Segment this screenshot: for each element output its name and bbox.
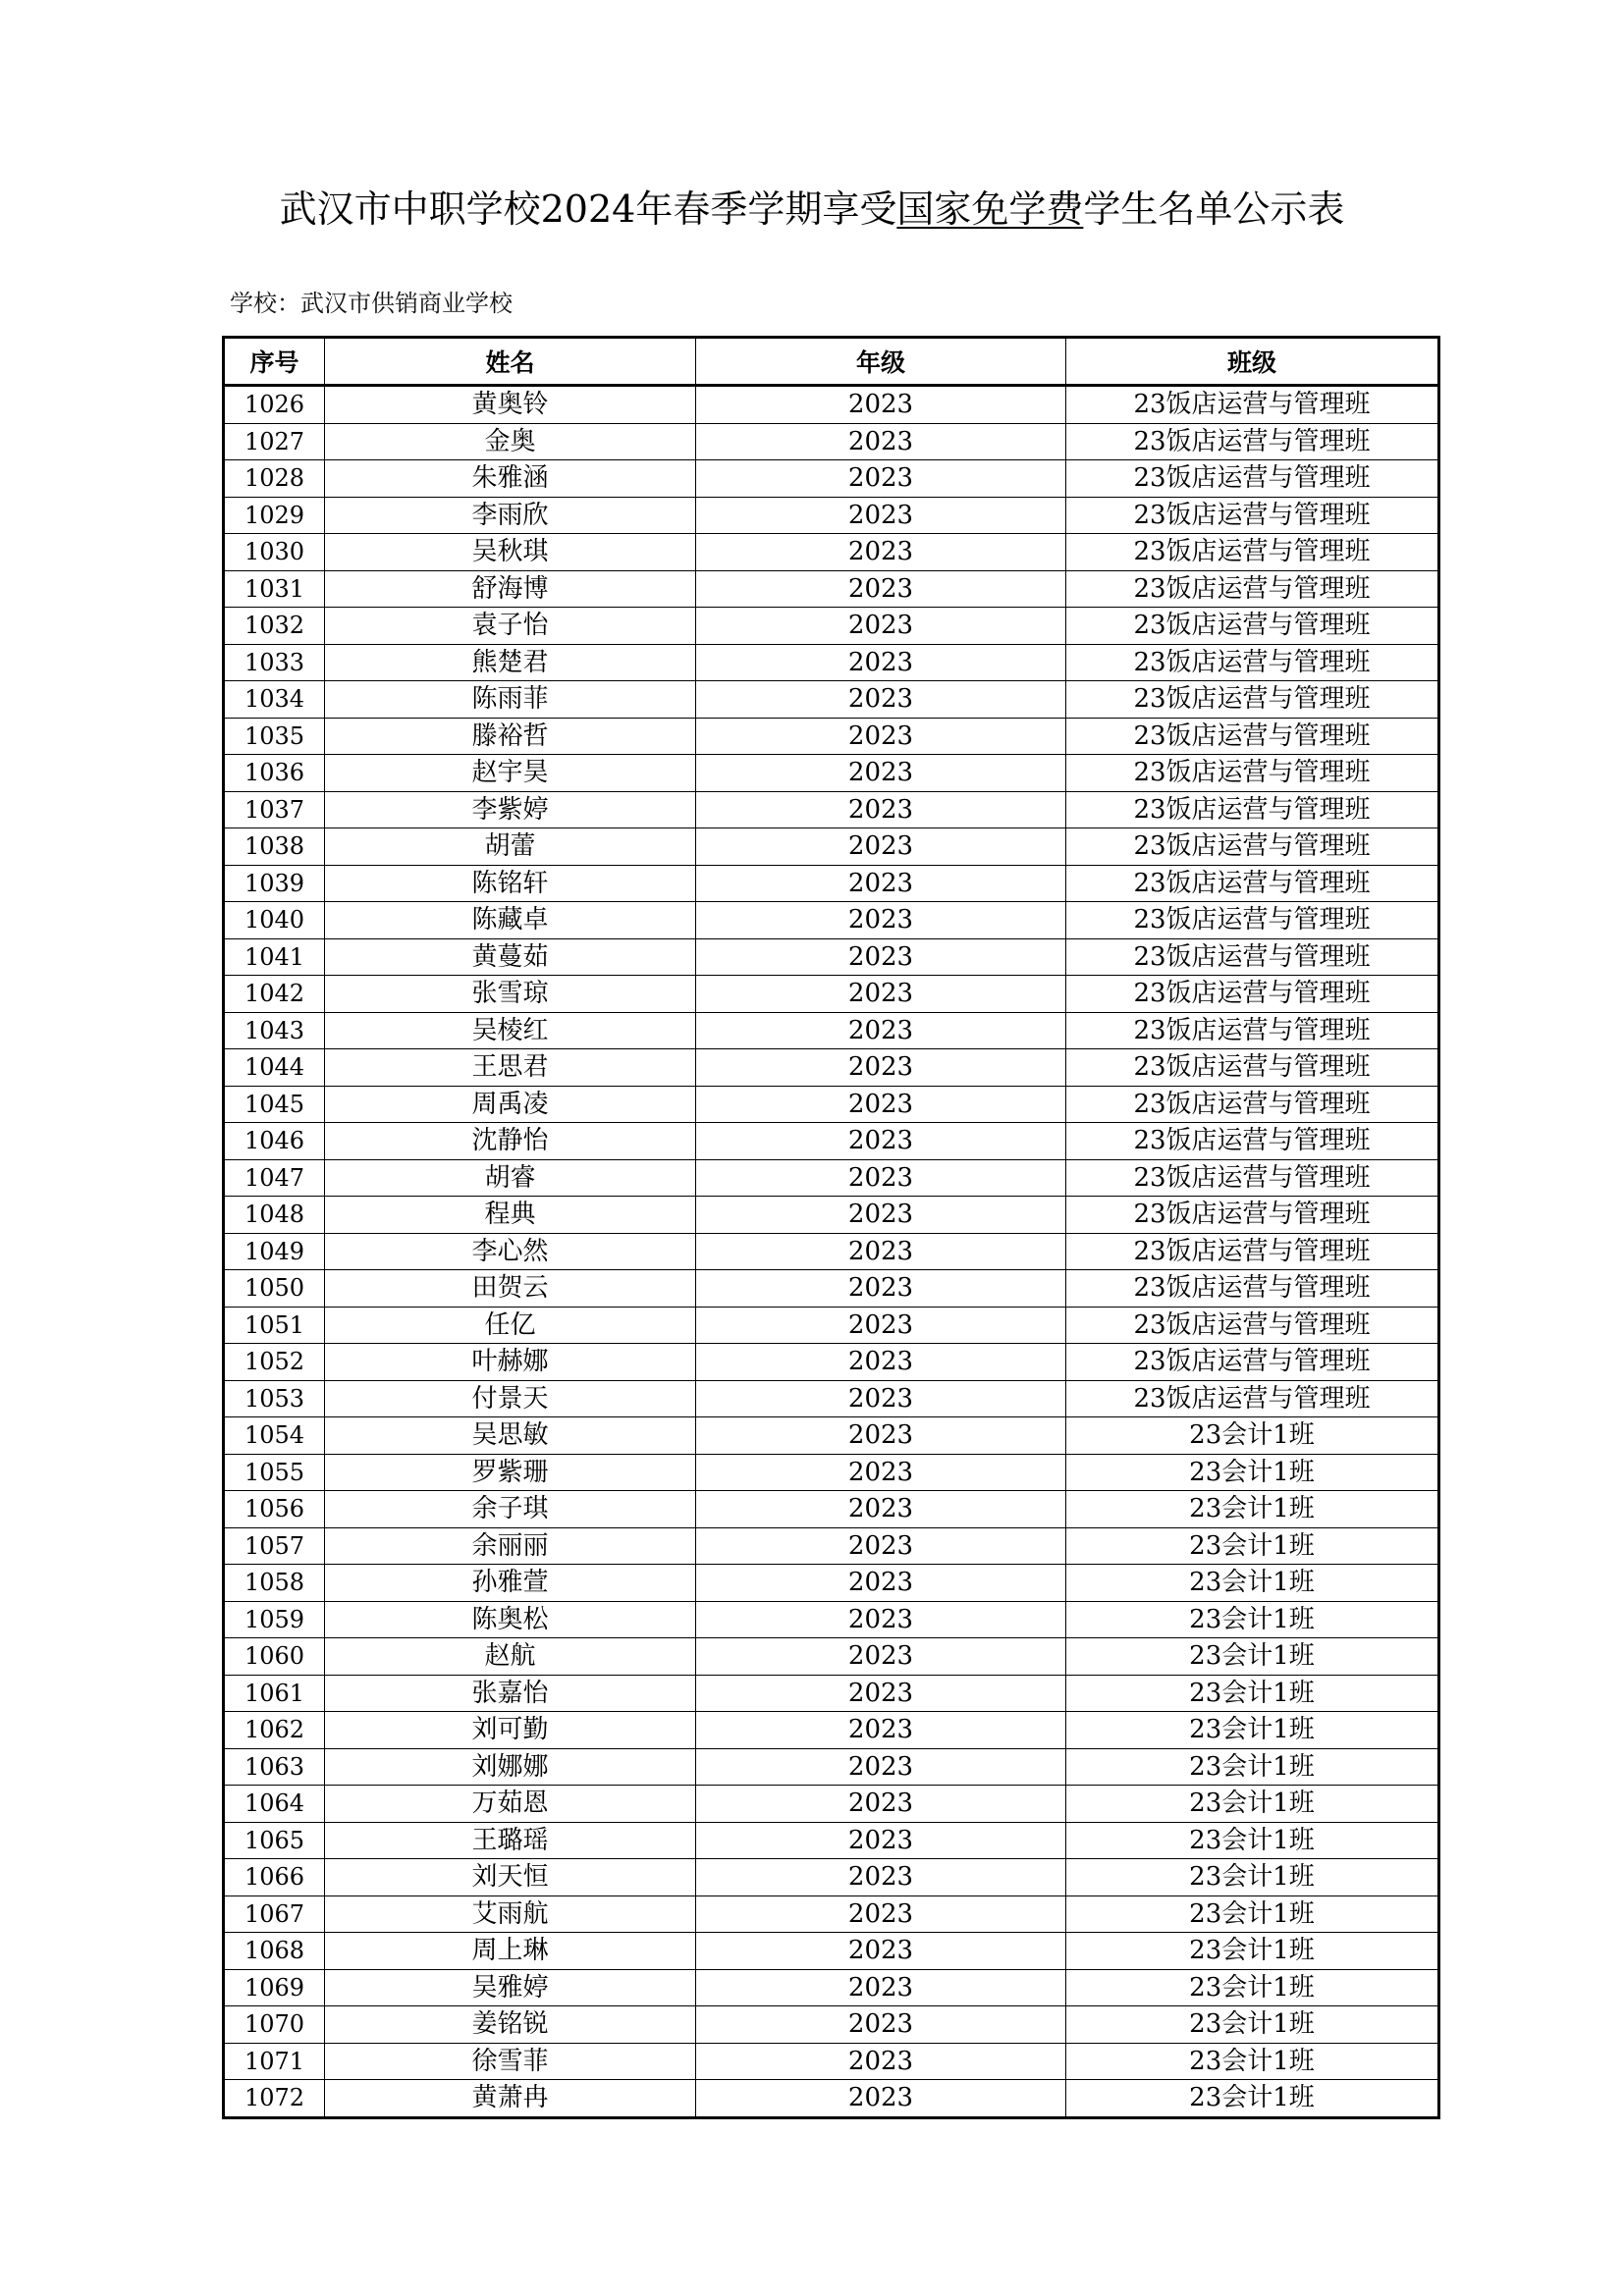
cell-seq: 1038 <box>224 828 325 866</box>
cell-grade: 2023 <box>696 1159 1066 1197</box>
cell-seq: 1046 <box>224 1123 325 1160</box>
cell-grade: 2023 <box>696 902 1066 939</box>
cell-class: 23会计1班 <box>1066 1896 1439 1933</box>
cell-grade: 2023 <box>696 1969 1066 2006</box>
cell-class: 23饭店运营与管理班 <box>1066 423 1439 460</box>
cell-class: 23饭店运营与管理班 <box>1066 976 1439 1013</box>
title-suffix: 学生名单公示表 <box>1083 187 1345 231</box>
cell-name: 万茹恩 <box>325 1786 696 1823</box>
cell-name: 陈雨菲 <box>325 681 696 719</box>
cell-class: 23会计1班 <box>1066 1969 1439 2006</box>
cell-class: 23会计1班 <box>1066 1933 1439 1970</box>
cell-name: 张嘉怡 <box>325 1675 696 1712</box>
cell-class: 23饭店运营与管理班 <box>1066 1159 1439 1197</box>
cell-class: 23会计1班 <box>1066 1601 1439 1638</box>
cell-name: 张雪琼 <box>325 976 696 1013</box>
cell-seq: 1060 <box>224 1638 325 1676</box>
cell-class: 23会计1班 <box>1066 1638 1439 1676</box>
table-row <box>224 828 1439 866</box>
cell-name: 吴棱红 <box>325 1012 696 1049</box>
table-row <box>224 1197 1439 1234</box>
cell-name: 沈静怡 <box>325 1123 696 1160</box>
cell-class: 23会计1班 <box>1066 1527 1439 1565</box>
table-row <box>224 2043 1439 2080</box>
header-name: 姓名 <box>325 338 696 386</box>
title-underlined: 国家免学费 <box>896 187 1084 231</box>
cell-name: 舒海博 <box>325 570 696 608</box>
table-row <box>224 865 1439 902</box>
table-row <box>224 570 1439 608</box>
table-row <box>224 423 1439 460</box>
cell-class: 23饭店运营与管理班 <box>1066 755 1439 792</box>
table-row <box>224 608 1439 645</box>
cell-name: 徐雪菲 <box>325 2043 696 2080</box>
cell-seq: 1067 <box>224 1896 325 1933</box>
cell-name: 付景天 <box>325 1380 696 1417</box>
cell-seq: 1041 <box>224 938 325 976</box>
cell-class: 23会计1班 <box>1066 2043 1439 2080</box>
cell-seq: 1072 <box>224 2080 325 2118</box>
cell-seq: 1070 <box>224 2006 325 2044</box>
table-row <box>224 1786 1439 1823</box>
cell-grade: 2023 <box>696 1491 1066 1528</box>
cell-grade: 2023 <box>696 460 1066 498</box>
table-row <box>224 1933 1439 1970</box>
cell-seq: 1029 <box>224 497 325 534</box>
cell-grade: 2023 <box>696 976 1066 1013</box>
cell-seq: 1031 <box>224 570 325 608</box>
cell-class: 23饭店运营与管理班 <box>1066 865 1439 902</box>
cell-name: 陈铭轩 <box>325 865 696 902</box>
cell-seq: 1040 <box>224 902 325 939</box>
cell-name: 黄萧冉 <box>325 2080 696 2118</box>
student-table <box>222 336 1440 2119</box>
cell-grade: 2023 <box>696 755 1066 792</box>
table-row <box>224 1601 1439 1638</box>
cell-seq: 1053 <box>224 1380 325 1417</box>
cell-seq: 1033 <box>224 644 325 681</box>
cell-seq: 1037 <box>224 791 325 828</box>
cell-grade: 2023 <box>696 1786 1066 1823</box>
cell-seq: 1043 <box>224 1012 325 1049</box>
cell-seq: 1061 <box>224 1675 325 1712</box>
cell-class: 23饭店运营与管理班 <box>1066 718 1439 755</box>
table-row <box>224 1307 1439 1344</box>
table-row <box>224 938 1439 976</box>
table-row <box>224 1417 1439 1455</box>
table-header-row <box>224 338 1439 386</box>
table-row <box>224 1822 1439 1859</box>
cell-class: 23会计1班 <box>1066 1417 1439 1455</box>
cell-seq: 1062 <box>224 1712 325 1749</box>
cell-class: 23饭店运营与管理班 <box>1066 460 1439 498</box>
cell-grade: 2023 <box>696 1454 1066 1491</box>
cell-seq: 1054 <box>224 1417 325 1455</box>
cell-grade: 2023 <box>696 644 1066 681</box>
cell-grade: 2023 <box>696 534 1066 571</box>
cell-grade: 2023 <box>696 1896 1066 1933</box>
cell-seq: 1049 <box>224 1233 325 1270</box>
cell-class: 23会计1班 <box>1066 1491 1439 1528</box>
cell-class: 23饭店运营与管理班 <box>1066 791 1439 828</box>
table-row <box>224 1896 1439 1933</box>
cell-class: 23会计1班 <box>1066 1565 1439 1602</box>
cell-grade: 2023 <box>696 1638 1066 1676</box>
table-row <box>224 755 1439 792</box>
cell-grade: 2023 <box>696 1233 1066 1270</box>
cell-seq: 1035 <box>224 718 325 755</box>
cell-seq: 1052 <box>224 1344 325 1381</box>
cell-seq: 1056 <box>224 1491 325 1528</box>
cell-name: 余子琪 <box>325 1491 696 1528</box>
table-row <box>224 1159 1439 1197</box>
header-class: 班级 <box>1066 338 1439 386</box>
cell-name: 吴秋琪 <box>325 534 696 571</box>
cell-grade: 2023 <box>696 1675 1066 1712</box>
cell-name: 黄奥铃 <box>325 386 696 424</box>
table-row <box>224 1012 1439 1049</box>
cell-seq: 1044 <box>224 1049 325 1087</box>
cell-name: 熊楚君 <box>325 644 696 681</box>
cell-class: 23会计1班 <box>1066 1748 1439 1786</box>
cell-grade: 2023 <box>696 1270 1066 1308</box>
cell-class: 23饭店运营与管理班 <box>1066 497 1439 534</box>
cell-seq: 1030 <box>224 534 325 571</box>
cell-class: 23饭店运营与管理班 <box>1066 1012 1439 1049</box>
cell-name: 李雨欣 <box>325 497 696 534</box>
cell-grade: 2023 <box>696 938 1066 976</box>
header-seq: 序号 <box>224 338 325 386</box>
cell-grade: 2023 <box>696 865 1066 902</box>
cell-name: 周上琳 <box>325 1933 696 1970</box>
table-row <box>224 1086 1439 1123</box>
table-body <box>224 386 1439 2118</box>
table-row <box>224 791 1439 828</box>
table-row <box>224 460 1439 498</box>
cell-class: 23饭店运营与管理班 <box>1066 386 1439 424</box>
cell-grade: 2023 <box>696 681 1066 719</box>
cell-seq: 1068 <box>224 1933 325 1970</box>
table-row <box>224 2080 1439 2118</box>
cell-name: 李紫婷 <box>325 791 696 828</box>
cell-grade: 2023 <box>696 1712 1066 1749</box>
cell-name: 胡睿 <box>325 1159 696 1197</box>
cell-name: 余丽丽 <box>325 1527 696 1565</box>
table-row <box>224 1565 1439 1602</box>
cell-seq: 1036 <box>224 755 325 792</box>
table-row <box>224 1527 1439 1565</box>
cell-seq: 1050 <box>224 1270 325 1308</box>
header-grade: 年级 <box>696 338 1066 386</box>
cell-class: 23饭店运营与管理班 <box>1066 1197 1439 1234</box>
cell-name: 金奥 <box>325 423 696 460</box>
cell-name: 袁子怡 <box>325 608 696 645</box>
cell-seq: 1028 <box>224 460 325 498</box>
cell-name: 叶赫娜 <box>325 1344 696 1381</box>
table-row <box>224 1491 1439 1528</box>
document-title <box>0 182 1624 237</box>
table-row <box>224 1344 1439 1381</box>
cell-grade: 2023 <box>696 1380 1066 1417</box>
table-row <box>224 2006 1439 2044</box>
cell-grade: 2023 <box>696 1123 1066 1160</box>
table-row <box>224 1675 1439 1712</box>
table-row <box>224 681 1439 719</box>
cell-name: 滕裕哲 <box>325 718 696 755</box>
cell-grade: 2023 <box>696 1197 1066 1234</box>
cell-class: 23会计1班 <box>1066 2080 1439 2118</box>
cell-name: 田贺云 <box>325 1270 696 1308</box>
cell-name: 吴雅婷 <box>325 1969 696 2006</box>
cell-class: 23饭店运营与管理班 <box>1066 570 1439 608</box>
cell-grade: 2023 <box>696 1344 1066 1381</box>
cell-grade: 2023 <box>696 1933 1066 1970</box>
cell-seq: 1048 <box>224 1197 325 1234</box>
cell-class: 23饭店运营与管理班 <box>1066 1344 1439 1381</box>
cell-name: 罗紫珊 <box>325 1454 696 1491</box>
cell-grade: 2023 <box>696 2043 1066 2080</box>
cell-seq: 1026 <box>224 386 325 424</box>
student-table-container <box>222 336 1437 2119</box>
cell-seq: 1065 <box>224 1822 325 1859</box>
cell-seq: 1039 <box>224 865 325 902</box>
cell-class: 23会计1班 <box>1066 1822 1439 1859</box>
table-row <box>224 1233 1439 1270</box>
cell-name: 程典 <box>325 1197 696 1234</box>
cell-name: 吴思敏 <box>325 1417 696 1455</box>
cell-class: 23饭店运营与管理班 <box>1066 1380 1439 1417</box>
cell-seq: 1063 <box>224 1748 325 1786</box>
cell-class: 23饭店运营与管理班 <box>1066 1086 1439 1123</box>
cell-class: 23会计1班 <box>1066 2006 1439 2044</box>
cell-seq: 1066 <box>224 1859 325 1896</box>
cell-grade: 2023 <box>696 1748 1066 1786</box>
cell-name: 陈奥松 <box>325 1601 696 1638</box>
cell-class: 23饭店运营与管理班 <box>1066 644 1439 681</box>
cell-class: 23会计1班 <box>1066 1859 1439 1896</box>
cell-grade: 2023 <box>696 1859 1066 1896</box>
cell-class: 23饭店运营与管理班 <box>1066 1307 1439 1344</box>
cell-grade: 2023 <box>696 718 1066 755</box>
cell-name: 王璐瑶 <box>325 1822 696 1859</box>
table-row <box>224 718 1439 755</box>
cell-class: 23会计1班 <box>1066 1454 1439 1491</box>
cell-class: 23饭店运营与管理班 <box>1066 1233 1439 1270</box>
table-row <box>224 1049 1439 1087</box>
cell-grade: 2023 <box>696 2080 1066 2118</box>
cell-name: 赵航 <box>325 1638 696 1676</box>
cell-class: 23饭店运营与管理班 <box>1066 534 1439 571</box>
table-row <box>224 976 1439 1013</box>
cell-grade: 2023 <box>696 1012 1066 1049</box>
cell-grade: 2023 <box>696 1565 1066 1602</box>
cell-grade: 2023 <box>696 1086 1066 1123</box>
cell-class: 23饭店运营与管理班 <box>1066 938 1439 976</box>
cell-seq: 1069 <box>224 1969 325 2006</box>
cell-seq: 1027 <box>224 423 325 460</box>
cell-class: 23饭店运营与管理班 <box>1066 1123 1439 1160</box>
cell-name: 赵宇昊 <box>325 755 696 792</box>
cell-seq: 1045 <box>224 1086 325 1123</box>
cell-class: 23会计1班 <box>1066 1675 1439 1712</box>
table-row <box>224 902 1439 939</box>
table-row <box>224 386 1439 424</box>
cell-name: 陈藏卓 <box>325 902 696 939</box>
cell-seq: 1032 <box>224 608 325 645</box>
cell-seq: 1059 <box>224 1601 325 1638</box>
cell-name: 黄蔓茹 <box>325 938 696 976</box>
cell-grade: 2023 <box>696 1527 1066 1565</box>
cell-class: 23饭店运营与管理班 <box>1066 1049 1439 1087</box>
cell-name: 刘娜娜 <box>325 1748 696 1786</box>
cell-name: 刘天恒 <box>325 1859 696 1896</box>
cell-grade: 2023 <box>696 1417 1066 1455</box>
cell-class: 23饭店运营与管理班 <box>1066 1270 1439 1308</box>
cell-grade: 2023 <box>696 386 1066 424</box>
cell-seq: 1058 <box>224 1565 325 1602</box>
cell-grade: 2023 <box>696 497 1066 534</box>
cell-seq: 1057 <box>224 1527 325 1565</box>
cell-name: 王思君 <box>325 1049 696 1087</box>
cell-class: 23饭店运营与管理班 <box>1066 828 1439 866</box>
table-row <box>224 1270 1439 1308</box>
cell-name: 胡蕾 <box>325 828 696 866</box>
cell-name: 任亿 <box>325 1307 696 1344</box>
table-row <box>224 1748 1439 1786</box>
table-row <box>224 1969 1439 2006</box>
cell-grade: 2023 <box>696 608 1066 645</box>
cell-name: 姜铭锐 <box>325 2006 696 2044</box>
title-prefix: 武汉市中职学校2024年春季学期享受 <box>279 187 897 231</box>
cell-grade: 2023 <box>696 1307 1066 1344</box>
cell-name: 艾雨航 <box>325 1896 696 1933</box>
table-row <box>224 1859 1439 1896</box>
cell-name: 李心然 <box>325 1233 696 1270</box>
cell-seq: 1034 <box>224 681 325 719</box>
table-row <box>224 644 1439 681</box>
table-row <box>224 1380 1439 1417</box>
cell-seq: 1064 <box>224 1786 325 1823</box>
school-line: 学校：武汉市供销商业学校 <box>230 290 513 317</box>
table-row <box>224 1712 1439 1749</box>
cell-name: 刘可勤 <box>325 1712 696 1749</box>
cell-name: 朱雅涵 <box>325 460 696 498</box>
cell-name: 孙雅萱 <box>325 1565 696 1602</box>
cell-class: 23饭店运营与管理班 <box>1066 681 1439 719</box>
table-row <box>224 497 1439 534</box>
cell-seq: 1071 <box>224 2043 325 2080</box>
cell-grade: 2023 <box>696 1601 1066 1638</box>
table-row <box>224 534 1439 571</box>
cell-grade: 2023 <box>696 791 1066 828</box>
cell-grade: 2023 <box>696 828 1066 866</box>
cell-grade: 2023 <box>696 1049 1066 1087</box>
cell-class: 23饭店运营与管理班 <box>1066 608 1439 645</box>
cell-seq: 1047 <box>224 1159 325 1197</box>
table-row <box>224 1123 1439 1160</box>
cell-seq: 1055 <box>224 1454 325 1491</box>
cell-seq: 1051 <box>224 1307 325 1344</box>
cell-grade: 2023 <box>696 1822 1066 1859</box>
cell-class: 23会计1班 <box>1066 1786 1439 1823</box>
cell-grade: 2023 <box>696 570 1066 608</box>
cell-class: 23饭店运营与管理班 <box>1066 902 1439 939</box>
cell-name: 周禹凌 <box>325 1086 696 1123</box>
cell-seq: 1042 <box>224 976 325 1013</box>
cell-grade: 2023 <box>696 423 1066 460</box>
table-row <box>224 1638 1439 1676</box>
cell-class: 23会计1班 <box>1066 1712 1439 1749</box>
cell-grade: 2023 <box>696 2006 1066 2044</box>
table-row <box>224 1454 1439 1491</box>
